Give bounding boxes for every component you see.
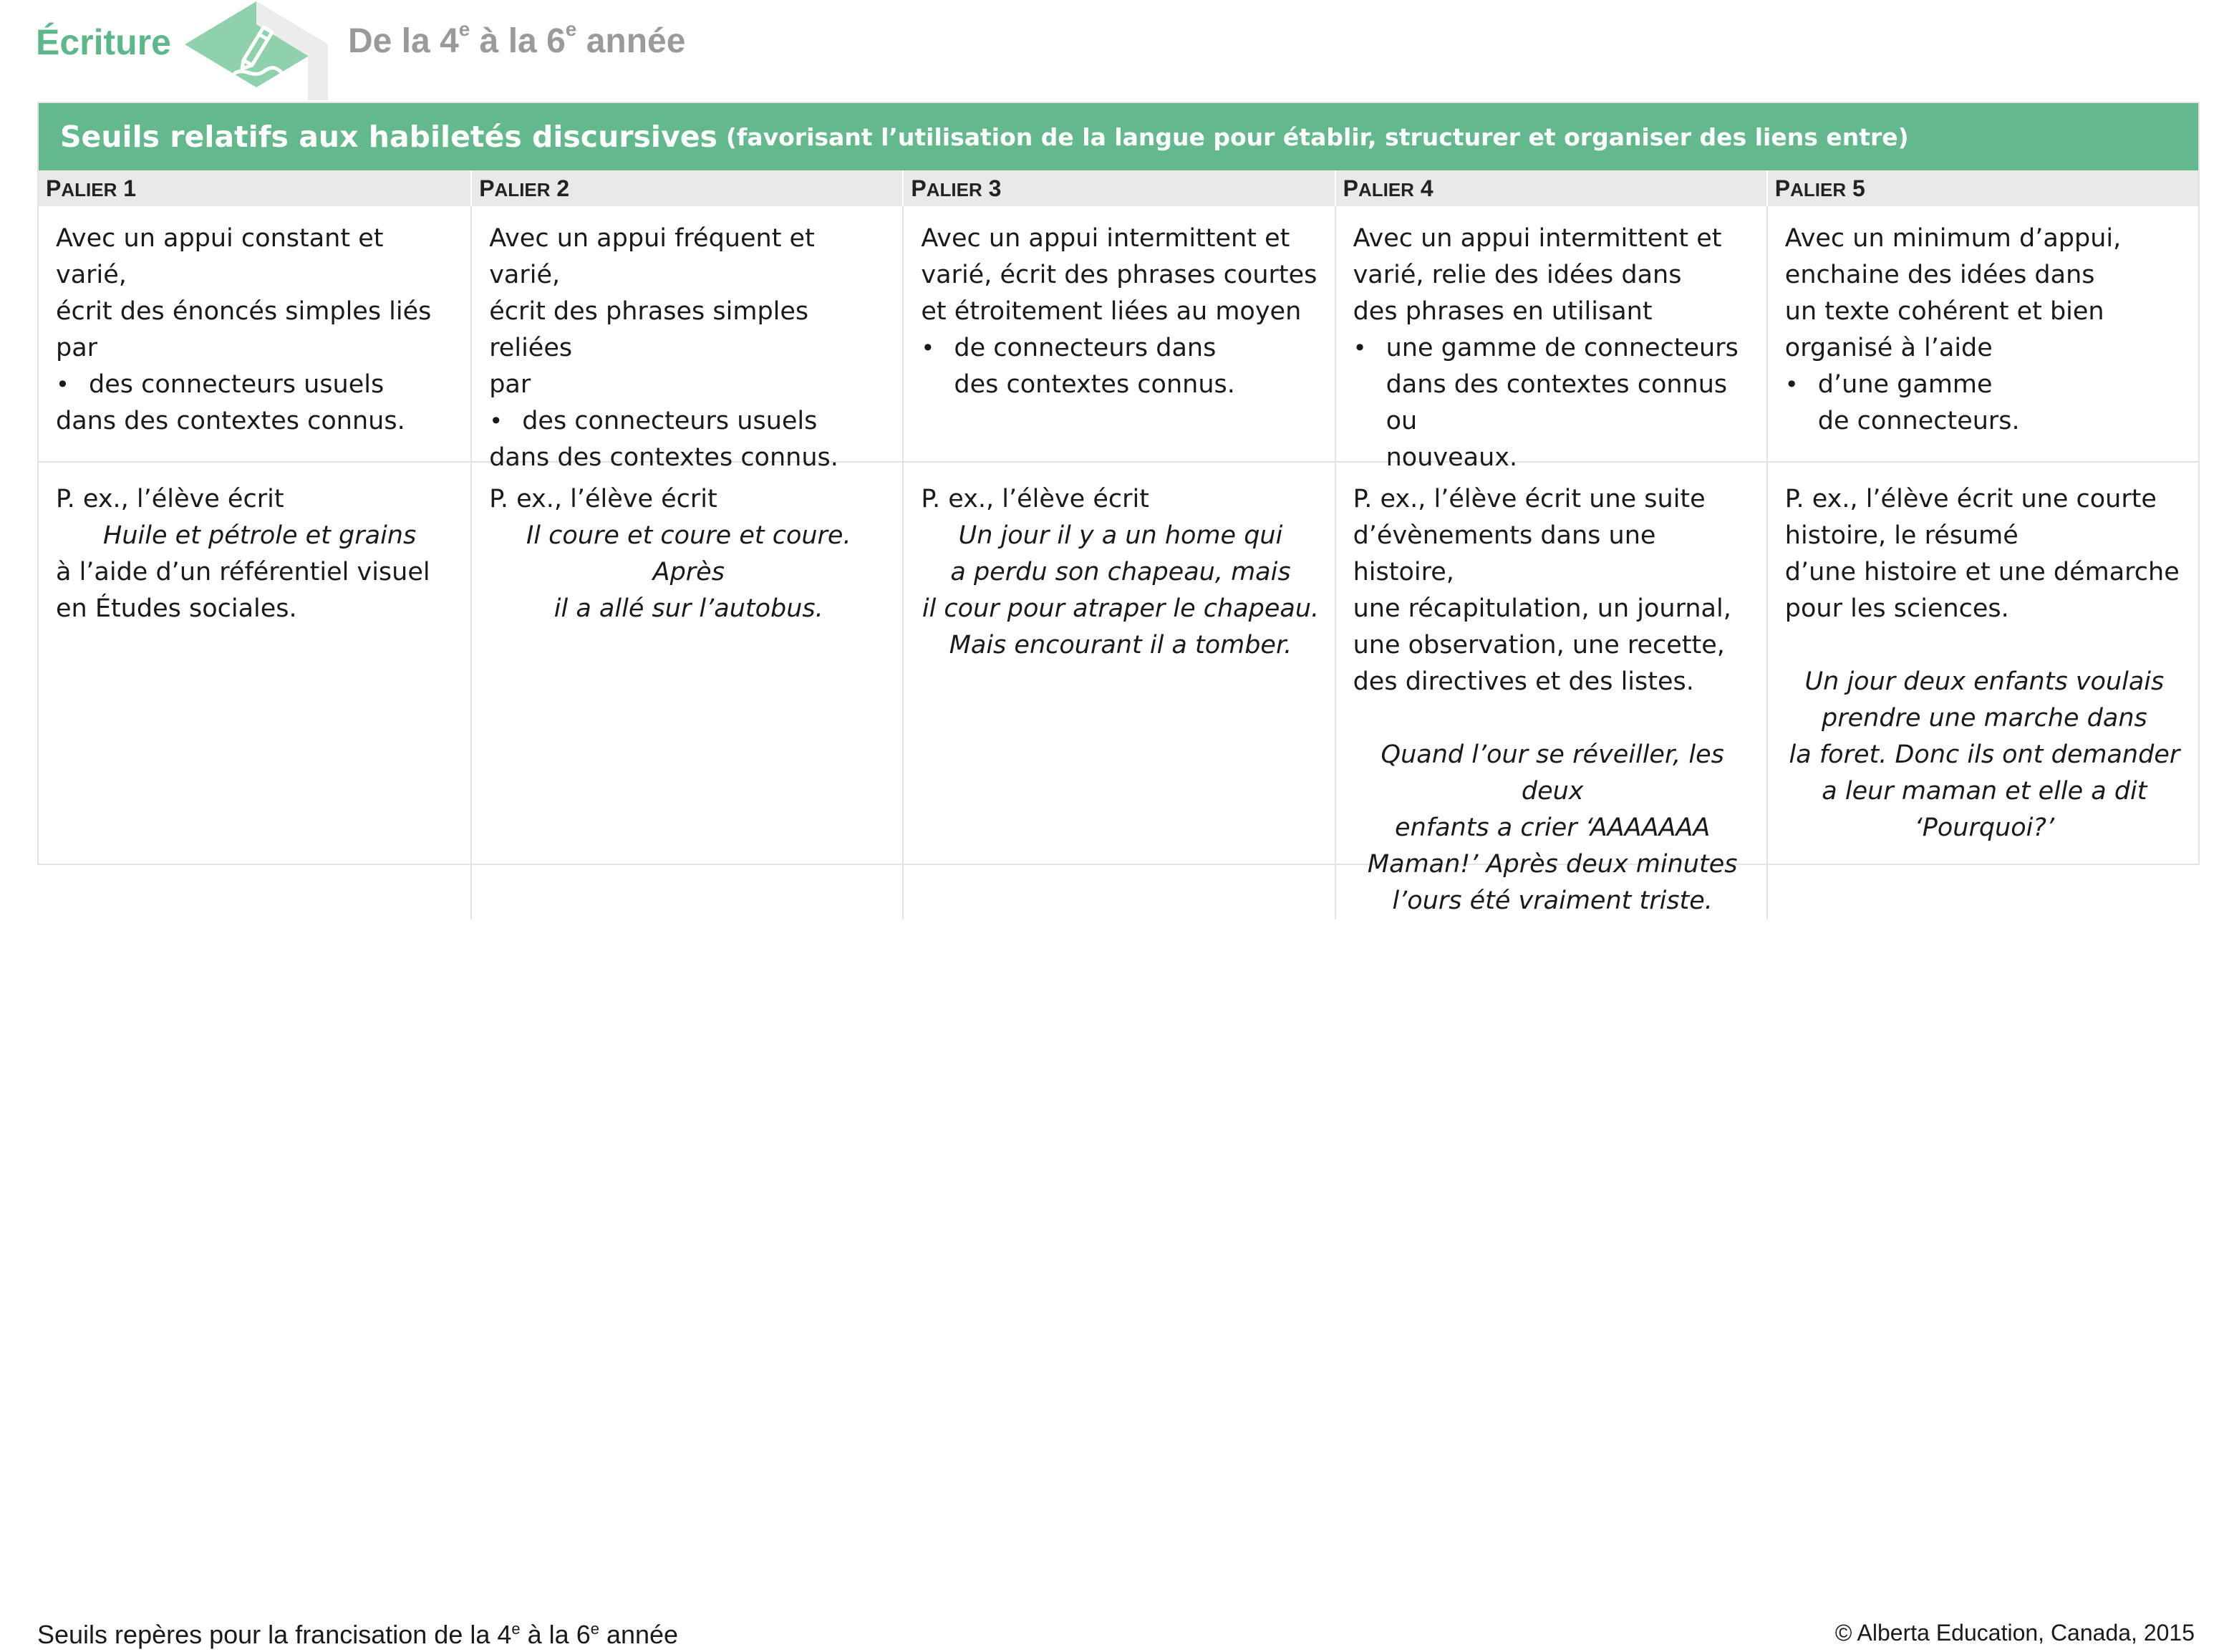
descriptor-cell-palier-3 — [902, 206, 1334, 476]
palier-label-rest: ALIER — [1790, 179, 1847, 201]
student-writing-sample: Un jour il y a un home qui — [958, 521, 1283, 550]
student-writing-sample: il cour pour atraper le chapeau. — [922, 594, 1320, 623]
descriptor-line: varié, relie des idées dans — [1353, 261, 1682, 289]
student-writing-sample: enfants a crier ‘AAAAAAA — [1395, 813, 1711, 842]
student-writing-sample: il a allé sur l’autobus. — [553, 594, 823, 623]
descriptor-line: Avec un appui constant et varié, — [56, 224, 384, 289]
student-writing-sample: a perdu son chapeau, mais — [950, 558, 1291, 586]
descriptor-line: organisé à l’aide — [1784, 334, 1993, 362]
descriptor-line: écrit des phrases simples reliées — [489, 297, 809, 362]
descriptor-bullet: • de connecteurs dans — [921, 330, 1320, 367]
example-cell-palier-4 — [1335, 463, 1766, 919]
palier-label-rest: ALIER — [494, 179, 551, 201]
descriptor-line: un texte cohérent et bien — [1784, 297, 2104, 326]
paragraph-gap — [1353, 700, 1752, 737]
student-writing-sample: Huile et pétrole et grains — [103, 521, 417, 550]
descriptor-cell-palier-5 — [1766, 206, 2198, 476]
example-intro-line: des directives et des listes. — [1353, 667, 1694, 696]
palier-label-initial: P — [46, 175, 62, 201]
descriptor-line: Avec un appui fréquent et varié, — [489, 224, 815, 289]
palier-number: 2 — [550, 175, 570, 201]
table-subtitle: (favorisant l’utilisation de la langue pour établir, structurer et organiser des liens entre) — [725, 122, 1909, 151]
student-writing-sample: prendre une marche dans — [1822, 704, 2147, 733]
descriptor-cell-palier-2 — [470, 206, 902, 476]
descriptor-bullet: • d’une gamme — [1785, 367, 2184, 403]
descriptor-line: par — [56, 334, 98, 362]
descriptor-row — [39, 206, 2198, 472]
example-intro-line: P. ex., l’élève écrit — [489, 485, 717, 513]
thresholds-table — [37, 102, 2200, 915]
example-intro-line: P. ex., l’élève écrit une suite — [1353, 485, 1706, 513]
palier-header-2 — [470, 170, 902, 208]
descriptor-line: Avec un appui intermittent et — [921, 224, 1290, 253]
palier-label-initial: P — [1343, 175, 1358, 201]
example-intro-line: d’évènements dans une histoire, — [1353, 521, 1656, 586]
student-writing-sample: Un jour deux enfants voulais — [1804, 667, 2165, 696]
palier-label-initial: P — [911, 175, 927, 201]
student-writing-sample: ‘Pourquoi?’ — [1914, 813, 2055, 842]
descriptor-line: des phrases en utilisant — [1353, 297, 1653, 326]
student-writing-sample: la foret. Donc ils ont demander — [1789, 740, 2180, 769]
example-intro-line: d’une histoire et une démarche — [1784, 558, 2180, 586]
example-intro-line: pour les sciences. — [1784, 594, 2009, 623]
example-context-line: à l’aide d’un référentiel visuel — [56, 558, 430, 586]
descriptor-line: Avec un appui intermittent et — [1353, 224, 1722, 253]
descriptor-line: Avec un minimum d’appui, — [1784, 224, 2122, 253]
palier-number: 1 — [117, 175, 137, 201]
grade-range: De la 4e à la 6e année — [348, 18, 686, 60]
example-row — [39, 463, 2198, 915]
palier-header-row — [39, 170, 2198, 206]
student-writing-sample: a leur maman et elle a dit — [1822, 777, 2147, 806]
descriptor-line: dans des contextes connus. — [56, 407, 405, 435]
example-intro-line: P. ex., l’élève écrit — [56, 485, 284, 513]
student-writing-sample: l’ours été vraiment triste. — [1392, 887, 1713, 915]
descriptor-bullet-continuation: nouveaux. — [1386, 443, 1518, 472]
example-intro-line: P. ex., l’élève écrit — [921, 485, 1149, 513]
palier-header-4 — [1335, 170, 1766, 208]
descriptor-bullet-continuation: des contextes connus. — [954, 370, 1235, 399]
table-title-banner — [39, 103, 2198, 170]
footer-document-title: Seuils repères pour la francisation de la 4e à la 6e année — [37, 1620, 679, 1649]
palier-label-rest: ALIER — [1358, 179, 1414, 201]
palier-number: 5 — [1846, 175, 1865, 201]
table-title: Seuils relatifs aux habiletés discursives — [60, 120, 717, 154]
palier-header-1 — [39, 170, 470, 208]
palier-label-initial: P — [479, 175, 495, 201]
example-intro-line: histoire, le résumé — [1784, 521, 2018, 550]
palier-number: 4 — [1413, 175, 1433, 201]
descriptor-line: et étroitement liées au moyen — [921, 297, 1302, 326]
pencil-writing-icon — [185, 0, 335, 100]
example-cell-palier-2 — [470, 463, 902, 919]
descriptor-cell-palier-4 — [1335, 206, 1766, 476]
palier-number: 3 — [982, 175, 1002, 201]
example-intro-line: une récapitulation, un journal, — [1353, 594, 1731, 623]
example-intro-line: une observation, une recette, — [1353, 631, 1725, 660]
example-cell-palier-5 — [1766, 463, 2198, 919]
descriptor-bullet: • des connecteurs usuels — [489, 403, 888, 440]
page-header — [0, 0, 2229, 100]
descriptor-bullet: • une gamme de connecteurs — [1353, 330, 1752, 367]
student-writing-sample: Quand l’our se réveiller, les deux — [1381, 740, 1724, 806]
subject-title: Écriture — [36, 22, 171, 62]
descriptor-cell-palier-1 — [39, 206, 470, 476]
descriptor-line: enchaine des idées dans — [1784, 261, 2095, 289]
descriptor-line: dans des contextes connus. — [489, 443, 838, 472]
student-writing-sample: Mais encourant il a tomber. — [949, 631, 1292, 660]
student-writing-sample: Maman!’ Après deux minutes — [1367, 850, 1738, 879]
descriptor-line: par — [489, 370, 531, 399]
palier-header-5 — [1766, 170, 2198, 208]
palier-label-rest: ALIER — [926, 179, 982, 201]
palier-label-initial: P — [1774, 175, 1791, 201]
example-intro-line: P. ex., l’élève écrit une courte — [1784, 485, 2157, 513]
descriptor-line: varié, écrit des phrases courtes — [921, 261, 1317, 289]
palier-header-3 — [902, 170, 1334, 208]
paragraph-gap — [1785, 627, 2184, 664]
descriptor-bullet: • des connecteurs usuels — [56, 367, 456, 403]
example-cell-palier-1 — [39, 463, 470, 919]
descriptor-bullet-continuation: dans des contextes connus ou — [1386, 370, 1728, 435]
descriptor-line: écrit des énoncés simples liés — [56, 297, 432, 326]
descriptor-bullet-continuation: de connecteurs. — [1817, 407, 2020, 435]
footer-copyright: © Alberta Education, Canada, 2015 — [1834, 1620, 2195, 1646]
palier-label-rest: ALIER — [61, 179, 117, 201]
example-context-line: en Études sociales. — [56, 594, 297, 623]
example-cell-palier-3 — [902, 463, 1334, 919]
student-writing-sample: Il coure et coure et coure. Après — [526, 521, 851, 586]
